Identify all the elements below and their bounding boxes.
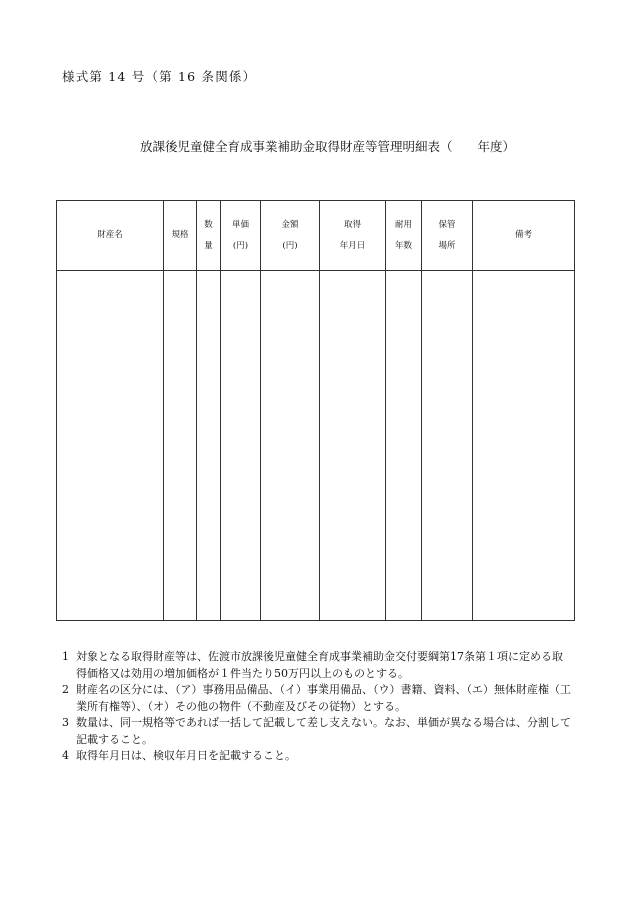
table-header-row bbox=[57, 201, 575, 271]
note-number: 1 bbox=[62, 650, 69, 663]
note-item bbox=[62, 748, 572, 765]
header-quantity: 数 量 bbox=[197, 201, 221, 271]
note-number: 4 bbox=[62, 749, 69, 762]
header-property-name: 財産名 bbox=[57, 201, 164, 271]
note-item bbox=[62, 682, 572, 715]
note-text: 財産名の区分には、（ア）事務用品備品、（イ）事業用備品、（ウ）書籍、資料、（エ）無体財産権（工業所有権等）、（オ）その他の物件（不動産及びその従物）とする。 bbox=[76, 683, 571, 713]
header-storage-location: 保管 場所 bbox=[422, 201, 473, 271]
cell-specification[interactable] bbox=[164, 271, 197, 621]
note-number: 3 bbox=[62, 716, 69, 729]
header-useful-life: 耐用 年数 bbox=[386, 201, 422, 271]
cell-storage-location[interactable] bbox=[422, 271, 473, 621]
note-number: 2 bbox=[62, 683, 69, 696]
header-specification: 規格 bbox=[164, 201, 197, 271]
cell-acquisition-date[interactable] bbox=[320, 271, 386, 621]
cell-quantity[interactable] bbox=[197, 271, 221, 621]
table-entry-row bbox=[57, 271, 575, 621]
header-remarks: 備考 bbox=[473, 201, 575, 271]
cell-remarks[interactable] bbox=[473, 271, 575, 621]
note-item bbox=[62, 649, 572, 682]
note-text: 数量は、同一規格等であれば一括して記載して差し支えない。なお、単価が異なる場合は、分割して記載すること。 bbox=[76, 716, 571, 746]
note-text: 取得年月日は、検収年月日を記載すること。 bbox=[76, 749, 296, 762]
header-unit-price: 単価 (円) bbox=[221, 201, 261, 271]
form-number: 様式第 14 号（第 16 条関係） bbox=[62, 69, 257, 84]
document-title: 放課後児童健全育成事業補助金取得財産等管理明細表（ 年度） bbox=[140, 139, 516, 154]
note-item bbox=[62, 715, 572, 748]
cell-amount[interactable] bbox=[261, 271, 320, 621]
header-amount: 金額 (円) bbox=[261, 201, 320, 271]
cell-unit-price[interactable] bbox=[221, 271, 261, 621]
cell-property-name[interactable] bbox=[57, 271, 164, 621]
note-text: 対象となる取得財産等は、佐渡市放課後児童健全育成事業補助金交付要綱第17条第１項に定める取得価格又は効用の増加価格が１件当たり50万円以上のものとする。 bbox=[76, 650, 563, 680]
header-acquisition-date: 取得 年月日 bbox=[320, 201, 386, 271]
cell-useful-life[interactable] bbox=[386, 271, 422, 621]
notes-list bbox=[62, 649, 572, 765]
property-management-table bbox=[56, 200, 575, 621]
